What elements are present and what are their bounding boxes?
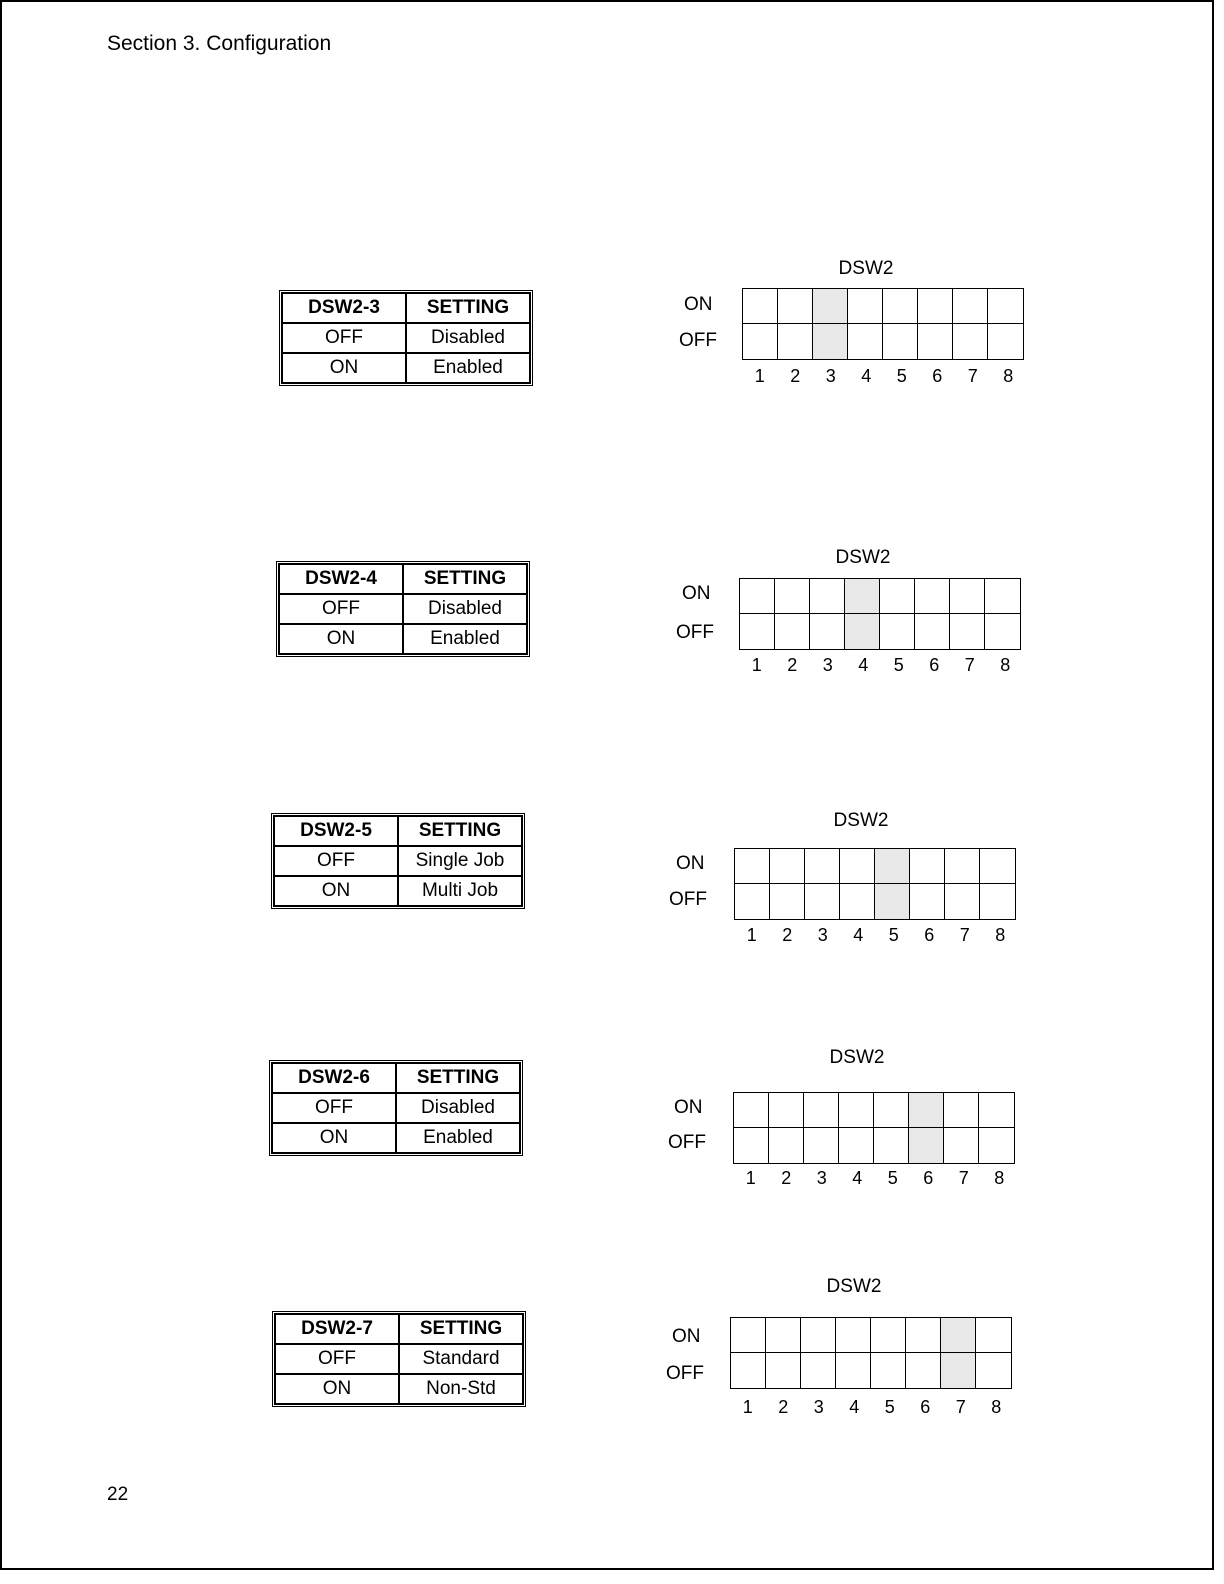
dsw-switch-4-on-cell bbox=[839, 1093, 874, 1128]
dsw-switch-2-off-cell bbox=[775, 614, 810, 649]
dsw-switch-number: 6 bbox=[929, 655, 940, 675]
dsw-diagram-title: DSW2 bbox=[826, 1276, 882, 1297]
table-header-row bbox=[275, 1314, 523, 1344]
dsw-switch-number: 7 bbox=[967, 366, 978, 386]
dsw-switch-8-on-cell bbox=[976, 1318, 1011, 1353]
dsw-off-label: OFF bbox=[668, 1132, 706, 1153]
table-row bbox=[279, 594, 527, 624]
dsw-switch-4-off-cell bbox=[845, 614, 880, 649]
dsw-switch-number: 5 bbox=[896, 366, 907, 386]
dsw-switch-number: 6 bbox=[924, 925, 935, 945]
dsw-diagram-title: DSW2 bbox=[838, 258, 894, 279]
dsw-switch-numbers bbox=[742, 366, 1026, 387]
table-row bbox=[275, 1374, 523, 1404]
table-cell-value: Non-Std bbox=[399, 1374, 523, 1404]
dsw-switch-7-off-cell bbox=[953, 324, 988, 359]
dsw-on-label: ON bbox=[676, 853, 705, 874]
dsw-off-label: OFF bbox=[666, 1363, 704, 1384]
dsw-switch-5-off-cell bbox=[871, 1353, 906, 1388]
dsw-switch-number: 3 bbox=[816, 1168, 827, 1188]
dsw-switch-number: 6 bbox=[932, 366, 943, 386]
table-cell-state: OFF bbox=[279, 594, 403, 624]
dsw-switch-3-on-cell bbox=[804, 1093, 839, 1128]
dsw-switch-number: 7 bbox=[964, 655, 975, 675]
dsw-switch-number: 3 bbox=[822, 655, 833, 675]
dsw-switch-4-off-cell bbox=[848, 324, 883, 359]
table-header-switch: DSW2-7 bbox=[275, 1314, 399, 1344]
table-row bbox=[272, 1123, 520, 1153]
table-header-setting: SETTING bbox=[399, 1314, 523, 1344]
dsw-switch-3-off-cell bbox=[810, 614, 845, 649]
dsw-switch-4-on-cell bbox=[848, 289, 883, 324]
dsw-off-label: OFF bbox=[676, 622, 714, 643]
dsw2-switch-diagram bbox=[739, 578, 1021, 650]
dsw-switch-7-on-cell bbox=[953, 289, 988, 324]
dsw-diagram-title: DSW2 bbox=[833, 810, 889, 831]
dsw-switch-3-off-cell bbox=[804, 1128, 839, 1163]
dsw-switch-2-on-cell bbox=[770, 849, 805, 884]
dsw-diagram-title: DSW2 bbox=[829, 1047, 885, 1068]
table-header-row bbox=[279, 564, 527, 594]
dsw-switch-number: 4 bbox=[853, 925, 864, 945]
table-cell-value: Enabled bbox=[403, 624, 527, 654]
table-cell-state: OFF bbox=[275, 1344, 399, 1374]
section-header: Section 3. Configuration bbox=[107, 32, 332, 55]
dsw-switch-numbers bbox=[739, 655, 1023, 676]
dsw-switch-number: 2 bbox=[782, 925, 793, 945]
table-cell-value: Enabled bbox=[396, 1123, 520, 1153]
table-header-switch: DSW2-6 bbox=[272, 1063, 396, 1093]
table-header-setting: SETTING bbox=[398, 816, 522, 846]
dsw-switch-number: 3 bbox=[825, 366, 836, 386]
dsw-switch-3-off-cell bbox=[805, 884, 840, 919]
dsw-switch-5-on-cell bbox=[875, 849, 910, 884]
table-cell-value: Single Job bbox=[398, 846, 522, 876]
dsw-switch-number: 7 bbox=[959, 925, 970, 945]
setting-table-dsw2-3 bbox=[279, 290, 533, 386]
dsw-switch-4-on-cell bbox=[845, 579, 880, 614]
dsw-switch-number: 1 bbox=[745, 1168, 756, 1188]
dsw-switch-5-off-cell bbox=[883, 324, 918, 359]
table-row bbox=[282, 323, 530, 353]
dsw-switch-2-on-cell bbox=[769, 1093, 804, 1128]
table-row bbox=[279, 624, 527, 654]
dsw-switch-6-on-cell bbox=[915, 579, 950, 614]
table-row bbox=[282, 353, 530, 383]
dsw-switch-4-on-cell bbox=[836, 1318, 871, 1353]
dsw-on-label: ON bbox=[684, 294, 713, 315]
table-cell-value: Disabled bbox=[406, 323, 530, 353]
dsw-switch-4-on-cell bbox=[840, 849, 875, 884]
page-number: 22 bbox=[107, 1484, 129, 1505]
dsw-switch-5-on-cell bbox=[883, 289, 918, 324]
dsw-on-label: ON bbox=[682, 583, 711, 604]
dsw-switch-6-off-cell bbox=[909, 1128, 944, 1163]
dsw-switch-8-off-cell bbox=[985, 614, 1020, 649]
dsw-switch-7-on-cell bbox=[950, 579, 985, 614]
table-header-row bbox=[282, 293, 530, 323]
dsw-switch-4-off-cell bbox=[840, 884, 875, 919]
dsw-switch-8-off-cell bbox=[976, 1353, 1011, 1388]
dsw-switch-1-on-cell bbox=[740, 579, 775, 614]
dsw-switch-1-off-cell bbox=[743, 324, 778, 359]
dsw-switch-7-on-cell bbox=[944, 1093, 979, 1128]
dsw-switch-1-off-cell bbox=[740, 614, 775, 649]
dsw-switch-7-off-cell bbox=[941, 1353, 976, 1388]
table-header-setting: SETTING bbox=[396, 1063, 520, 1093]
dsw-off-label: OFF bbox=[679, 330, 717, 351]
table-cell-value: Standard bbox=[399, 1344, 523, 1374]
dsw-switch-7-on-cell bbox=[945, 849, 980, 884]
table-cell-state: OFF bbox=[272, 1093, 396, 1123]
dsw-switch-3-off-cell bbox=[801, 1353, 836, 1388]
dsw-switch-7-off-cell bbox=[944, 1128, 979, 1163]
dsw-switch-number: 6 bbox=[920, 1397, 931, 1417]
dsw-switch-6-on-cell bbox=[910, 849, 945, 884]
dsw-switch-8-off-cell bbox=[980, 884, 1015, 919]
table-cell-value: Disabled bbox=[403, 594, 527, 624]
dsw-switch-number: 4 bbox=[852, 1168, 863, 1188]
dsw-switch-8-on-cell bbox=[985, 579, 1020, 614]
table-cell-state: OFF bbox=[282, 323, 406, 353]
dsw-switch-6-off-cell bbox=[910, 884, 945, 919]
dsw-on-label: ON bbox=[672, 1326, 701, 1347]
dsw-switch-number: 5 bbox=[884, 1397, 895, 1417]
dsw-switch-number: 5 bbox=[893, 655, 904, 675]
dsw-switch-5-off-cell bbox=[875, 884, 910, 919]
dsw-switch-number: 5 bbox=[888, 925, 899, 945]
dsw-switch-2-off-cell bbox=[770, 884, 805, 919]
dsw-switch-6-off-cell bbox=[906, 1353, 941, 1388]
dsw-switch-7-off-cell bbox=[945, 884, 980, 919]
table-header-switch: DSW2-3 bbox=[282, 293, 406, 323]
dsw-switch-6-on-cell bbox=[906, 1318, 941, 1353]
dsw-switch-3-off-cell bbox=[813, 324, 848, 359]
dsw2-switch-diagram bbox=[733, 1092, 1015, 1164]
dsw-switch-1-off-cell bbox=[731, 1353, 766, 1388]
dsw-switch-number: 2 bbox=[781, 1168, 792, 1188]
dsw-switch-4-off-cell bbox=[836, 1353, 871, 1388]
dsw-switch-1-off-cell bbox=[735, 884, 770, 919]
dsw-switch-number: 8 bbox=[1003, 366, 1014, 386]
dsw-diagram-title: DSW2 bbox=[835, 547, 891, 568]
dsw-switch-5-off-cell bbox=[880, 614, 915, 649]
dsw-switch-number: 3 bbox=[817, 925, 828, 945]
setting-table-dsw2-4 bbox=[276, 561, 530, 657]
dsw-switch-2-off-cell bbox=[778, 324, 813, 359]
dsw-switch-8-on-cell bbox=[979, 1093, 1014, 1128]
dsw-switch-3-on-cell bbox=[805, 849, 840, 884]
dsw-off-label: OFF bbox=[669, 889, 707, 910]
dsw2-switch-diagram bbox=[734, 848, 1016, 920]
table-header-setting: SETTING bbox=[403, 564, 527, 594]
dsw-switch-2-on-cell bbox=[778, 289, 813, 324]
dsw-switch-1-on-cell bbox=[743, 289, 778, 324]
dsw-switch-8-on-cell bbox=[980, 849, 1015, 884]
dsw-switch-number: 4 bbox=[858, 655, 869, 675]
dsw-switch-4-off-cell bbox=[839, 1128, 874, 1163]
dsw-switch-number: 2 bbox=[787, 655, 798, 675]
table-header-switch: DSW2-4 bbox=[279, 564, 403, 594]
dsw-switch-number: 5 bbox=[887, 1168, 898, 1188]
dsw-on-label: ON bbox=[674, 1097, 703, 1118]
dsw-switch-2-off-cell bbox=[769, 1128, 804, 1163]
table-cell-state: ON bbox=[282, 353, 406, 383]
table-header-switch: DSW2-5 bbox=[274, 816, 398, 846]
table-cell-state: OFF bbox=[274, 846, 398, 876]
dsw-switch-1-on-cell bbox=[734, 1093, 769, 1128]
dsw-switch-1-on-cell bbox=[735, 849, 770, 884]
dsw-switch-5-on-cell bbox=[871, 1318, 906, 1353]
dsw-switch-number: 2 bbox=[790, 366, 801, 386]
dsw-switch-5-on-cell bbox=[874, 1093, 909, 1128]
setting-table-dsw2-5 bbox=[271, 813, 525, 909]
table-header-setting: SETTING bbox=[406, 293, 530, 323]
setting-table-dsw2-6 bbox=[269, 1060, 523, 1156]
dsw-switch-number: 3 bbox=[813, 1397, 824, 1417]
table-header-row bbox=[272, 1063, 520, 1093]
table-row bbox=[272, 1093, 520, 1123]
dsw-switch-numbers bbox=[734, 925, 1018, 946]
table-cell-state: ON bbox=[274, 876, 398, 906]
dsw-switch-7-on-cell bbox=[941, 1318, 976, 1353]
table-cell-state: ON bbox=[272, 1123, 396, 1153]
dsw-switch-2-on-cell bbox=[775, 579, 810, 614]
dsw2-switch-diagram bbox=[730, 1317, 1012, 1389]
dsw-switch-5-on-cell bbox=[880, 579, 915, 614]
dsw-switch-number: 8 bbox=[994, 1168, 1005, 1188]
dsw-switch-6-off-cell bbox=[915, 614, 950, 649]
dsw-switch-number: 1 bbox=[754, 366, 765, 386]
table-row bbox=[274, 846, 522, 876]
dsw-switch-1-on-cell bbox=[731, 1318, 766, 1353]
setting-table-dsw2-7 bbox=[272, 1311, 526, 1407]
dsw-switch-number: 8 bbox=[1000, 655, 1011, 675]
dsw-switch-number: 1 bbox=[746, 925, 757, 945]
dsw-switch-3-on-cell bbox=[801, 1318, 836, 1353]
dsw2-switch-diagram bbox=[742, 288, 1024, 360]
dsw-switch-number: 6 bbox=[923, 1168, 934, 1188]
dsw-switch-number: 2 bbox=[778, 1397, 789, 1417]
dsw-switch-3-on-cell bbox=[810, 579, 845, 614]
dsw-switch-numbers bbox=[733, 1168, 1017, 1189]
dsw-switch-5-off-cell bbox=[874, 1128, 909, 1163]
dsw-switch-number: 4 bbox=[861, 366, 872, 386]
dsw-switch-8-on-cell bbox=[988, 289, 1023, 324]
dsw-switch-1-off-cell bbox=[734, 1128, 769, 1163]
table-cell-state: ON bbox=[279, 624, 403, 654]
dsw-switch-number: 4 bbox=[849, 1397, 860, 1417]
table-cell-value: Multi Job bbox=[398, 876, 522, 906]
dsw-switch-number: 8 bbox=[995, 925, 1006, 945]
dsw-switch-number: 1 bbox=[742, 1397, 753, 1417]
dsw-switch-8-off-cell bbox=[979, 1128, 1014, 1163]
dsw-switch-3-on-cell bbox=[813, 289, 848, 324]
dsw-switch-8-off-cell bbox=[988, 324, 1023, 359]
table-header-row bbox=[274, 816, 522, 846]
table-cell-value: Disabled bbox=[396, 1093, 520, 1123]
table-cell-state: ON bbox=[275, 1374, 399, 1404]
dsw-switch-6-off-cell bbox=[918, 324, 953, 359]
dsw-switch-6-on-cell bbox=[909, 1093, 944, 1128]
dsw-switch-7-off-cell bbox=[950, 614, 985, 649]
dsw-switch-number: 7 bbox=[958, 1168, 969, 1188]
dsw-switch-number: 7 bbox=[955, 1397, 966, 1417]
dsw-switch-number: 1 bbox=[751, 655, 762, 675]
table-row bbox=[275, 1344, 523, 1374]
table-row bbox=[274, 876, 522, 906]
dsw-switch-numbers bbox=[730, 1397, 1014, 1418]
dsw-switch-2-on-cell bbox=[766, 1318, 801, 1353]
dsw-switch-number: 8 bbox=[991, 1397, 1002, 1417]
dsw-switch-6-on-cell bbox=[918, 289, 953, 324]
table-cell-value: Enabled bbox=[406, 353, 530, 383]
dsw-switch-2-off-cell bbox=[766, 1353, 801, 1388]
